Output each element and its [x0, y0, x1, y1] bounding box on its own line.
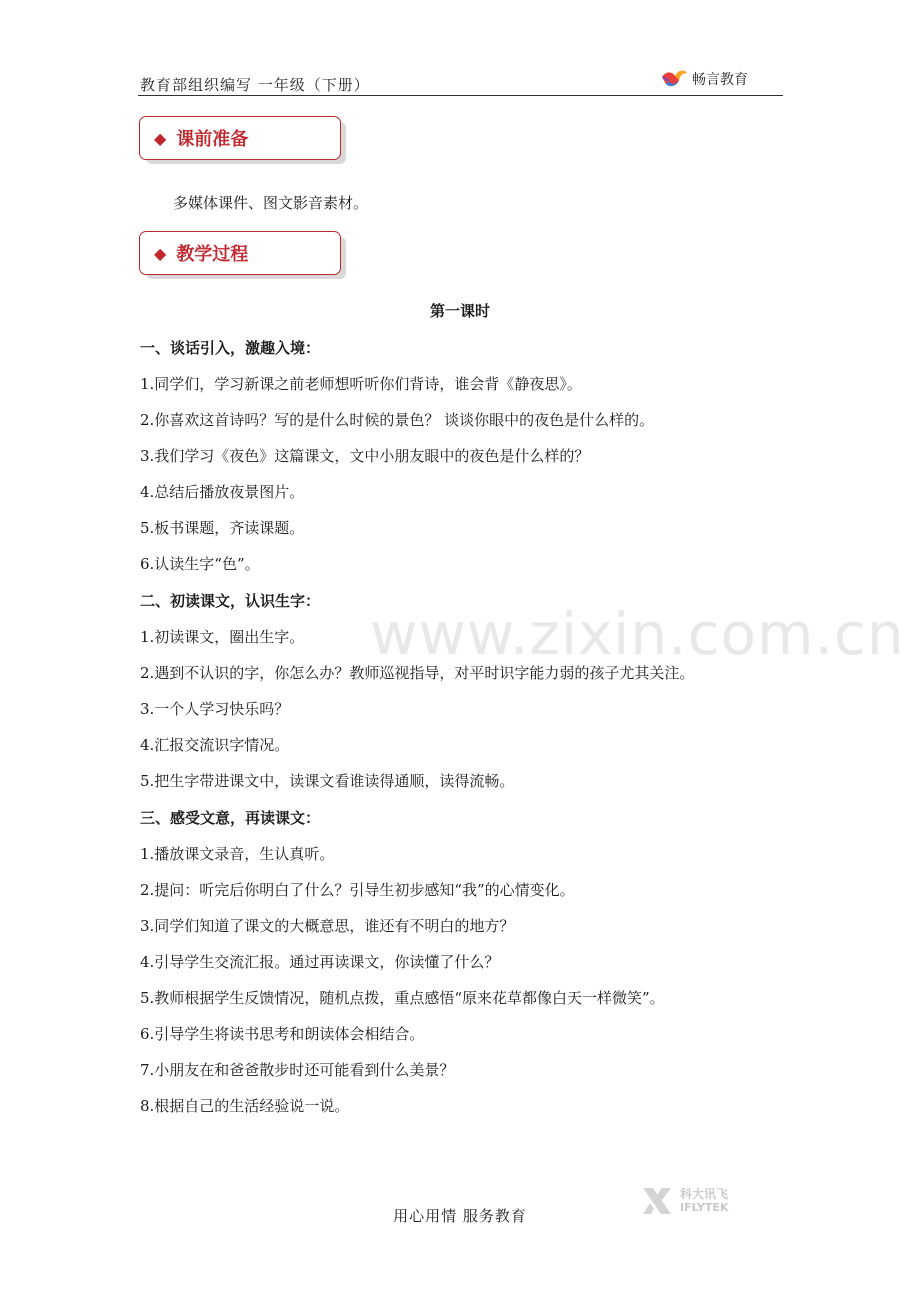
footer-logo-en: IFLYTEK — [680, 1201, 729, 1214]
brand-name: 畅言教育 — [692, 72, 748, 88]
iflytek-logo-icon — [640, 1186, 674, 1216]
list-item: 5.板书课题，齐读课题。 — [140, 519, 305, 537]
list-item: 6.引导学生将读书思考和朗读体会相结合。 — [140, 1025, 425, 1043]
watermark: www.zixin.com.cn — [370, 600, 905, 668]
section-title-prep: 课前准备 — [176, 129, 249, 150]
diamond-icon: ◆ — [154, 243, 167, 263]
list-item: 8.根据自己的生活经验说一说。 — [140, 1097, 350, 1115]
section-box-process — [139, 231, 341, 275]
diamond-icon: ◆ — [154, 128, 167, 148]
list-item: 1.初读课文，圈出生字。 — [140, 628, 305, 646]
brand — [660, 66, 748, 92]
list-item: 2.遇到不认识的字，你怎么办？教师巡视指导，对平时识字能力弱的孩子尤其关注。 — [140, 664, 695, 682]
list-item: 3.同学们知道了课文的大概意思，谁还有不明白的地方？ — [140, 917, 515, 935]
list-item: 2.提问：听完后你明白了什么？引导生初步感知“我”的心情变化。 — [140, 881, 575, 899]
section-heading-2: 二、初读课文，认识生字： — [140, 592, 321, 610]
document-header-title: 教育部组织编写 一年级（下册） — [140, 76, 370, 94]
section-heading-1: 一、谈话引入，激趣入境： — [140, 339, 321, 357]
list-item: 2.你喜欢这首诗吗？写的是什么时候的景色？ 谈谈你眼中的夜色是什么样的。 — [140, 411, 655, 429]
list-item: 5.把生字带进课文中，读课文看谁读得通顺，读得流畅。 — [140, 772, 515, 790]
section-heading-3: 三、感受文意，再读课文： — [140, 809, 321, 827]
list-item: 4.总结后播放夜景图片。 — [140, 483, 305, 501]
list-item: 1.播放课文录音，生认真听。 — [140, 845, 335, 863]
header-divider — [138, 95, 783, 96]
list-item: 3.一个人学习快乐吗？ — [140, 700, 290, 718]
footer-logo — [640, 1186, 728, 1216]
prep-text: 多媒体课件、图文影音素材。 — [173, 194, 369, 212]
list-item: 6.认读生字“色”。 — [140, 555, 260, 573]
list-item: 4.引导学生交流汇报。通过再读课文，你读懂了什么？ — [140, 953, 500, 971]
section-title-process: 教学过程 — [176, 244, 249, 265]
list-item: 5.教师根据学生反馈情况，随机点拨，重点感悟“原来花草都像白天一样微笑”。 — [140, 989, 665, 1007]
list-item: 4.汇报交流识字情况。 — [140, 736, 290, 754]
lesson-title: 第一课时 — [429, 302, 490, 320]
list-item: 7.小朋友在和爸爸散步时还可能看到什么美景？ — [140, 1061, 455, 1079]
section-box-prep — [139, 116, 341, 160]
list-item: 1.同学们，学习新课之前老师想听听你们背诗，谁会背《静夜思》。 — [140, 375, 582, 393]
footer-slogan: 用心用情 服务教育 — [393, 1207, 527, 1225]
footer-logo-cn: 科大讯飞 — [680, 1187, 729, 1201]
bird-logo-icon — [660, 67, 688, 91]
list-item: 3.我们学习《夜色》这篇课文，文中小朋友眼中的夜色是什么样的？ — [140, 447, 590, 465]
